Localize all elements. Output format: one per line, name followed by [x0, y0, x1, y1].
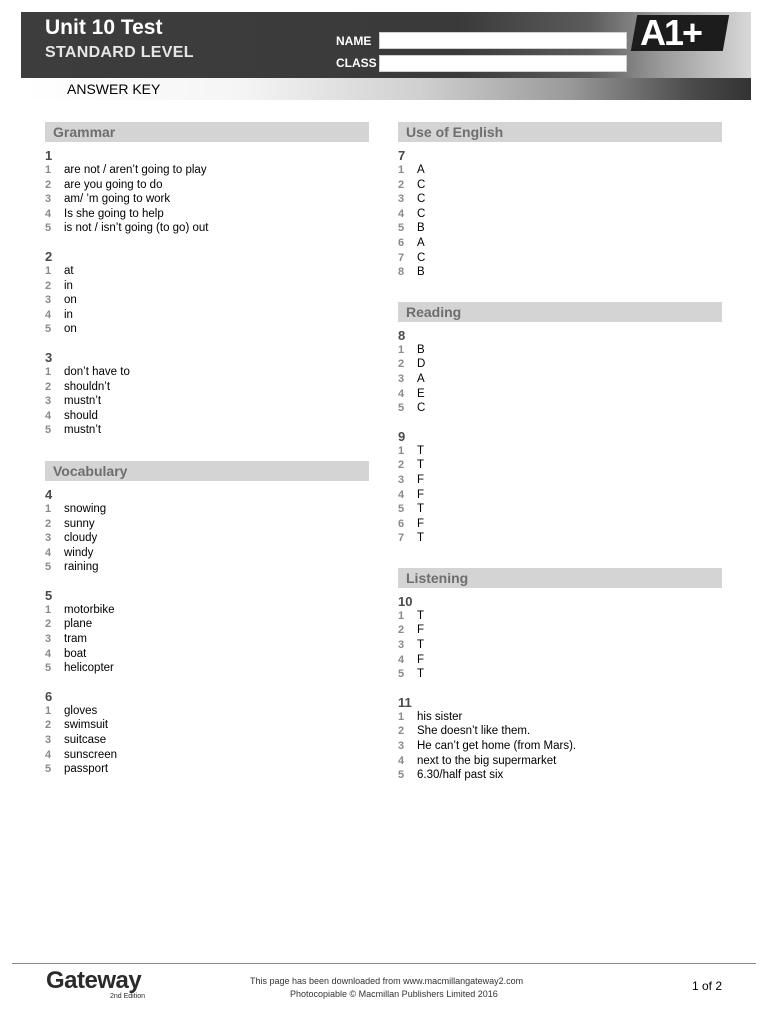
section-title: Listening: [398, 568, 722, 588]
answer-item: [45, 178, 369, 193]
answer-item: [45, 661, 369, 676]
answer-item: [398, 387, 722, 402]
item-number: 3: [398, 372, 405, 385]
item-number: 7: [398, 532, 405, 545]
exercise-number: 8: [398, 327, 406, 343]
answer-item: [45, 308, 369, 323]
answer-text: F: [417, 517, 425, 530]
answer-item: [45, 409, 369, 424]
item-number: 2: [45, 719, 52, 732]
exercise: [398, 149, 722, 280]
exercise: [45, 351, 369, 438]
item-number: 1: [45, 264, 52, 277]
section-title: Grammar: [45, 122, 369, 142]
left-column: [45, 122, 369, 791]
section-reading: [398, 302, 722, 546]
answer-item: [398, 739, 722, 754]
answer-text: E: [417, 387, 425, 400]
level-logo: A1+: [640, 12, 702, 53]
exercise-number: 3: [45, 349, 53, 365]
item-number: 1: [398, 609, 405, 622]
answer-text: plane: [64, 618, 93, 631]
answer-text: are you going to do: [64, 178, 163, 191]
answer-text: T: [417, 668, 425, 681]
answer-text: at: [64, 264, 74, 277]
exercise-number: 6: [45, 688, 53, 704]
item-number: 4: [45, 748, 52, 761]
answer-item: [45, 279, 369, 294]
item-number: 5: [45, 424, 52, 437]
item-number: 6: [398, 236, 405, 249]
item-number: 4: [398, 207, 405, 220]
footer-divider: [12, 963, 756, 964]
answer-text: snowing: [64, 502, 107, 515]
section-vocabulary: [45, 461, 369, 777]
exercise-number: 9: [398, 428, 406, 444]
answer-item: [398, 609, 722, 624]
answer-item: [45, 163, 369, 178]
answer-item: [398, 653, 722, 668]
answer-item: [45, 704, 369, 719]
answer-item: [45, 617, 369, 632]
answer-text: Is she going to help: [64, 207, 164, 220]
answer-text: A: [417, 164, 425, 176]
answer-item: [398, 754, 722, 769]
edition-label: 2nd Edition: [110, 993, 146, 1000]
item-number: 7: [398, 251, 405, 264]
answer-item: [45, 192, 369, 207]
page-number: 1 of 2: [692, 979, 723, 993]
answer-item: [398, 488, 722, 503]
item-number: 3: [398, 473, 405, 486]
answer-item: [45, 531, 369, 546]
exercise: [45, 149, 369, 236]
answer-text: motorbike: [64, 603, 115, 616]
answer-text: T: [417, 532, 425, 545]
section-use-of-english: [398, 122, 722, 280]
answer-item: [45, 293, 369, 308]
item-number: 4: [398, 488, 405, 501]
exercise-number: 1: [45, 148, 53, 163]
item-number: 5: [45, 323, 52, 336]
exercise-number: 4: [45, 486, 53, 502]
item-number: 1: [398, 710, 405, 723]
item-number: 2: [45, 517, 52, 530]
gateway-logo: Gateway: [46, 967, 142, 994]
section-listening: [398, 568, 722, 783]
item-number: 2: [398, 624, 405, 637]
answer-text: in: [64, 308, 73, 321]
item-number: 4: [398, 653, 405, 666]
answer-text: boat: [64, 647, 87, 660]
item-number: 4: [45, 207, 52, 220]
item-number: 2: [45, 279, 52, 292]
item-number: 5: [45, 763, 52, 776]
answer-text: passport: [64, 763, 109, 776]
item-number: 4: [45, 308, 52, 321]
answer-text: T: [417, 459, 425, 472]
answer-text: tram: [64, 633, 87, 646]
answer-text: mustn’t: [64, 395, 102, 408]
answer-text: his sister: [417, 710, 463, 723]
answer-text: A: [417, 372, 425, 385]
item-number: 3: [45, 193, 52, 206]
answer-text: F: [417, 488, 425, 501]
answer-item: [45, 322, 369, 337]
item-number: 1: [45, 502, 52, 515]
exercise-number: 10: [398, 593, 413, 609]
item-number: 5: [398, 402, 405, 415]
answer-text: B: [417, 266, 425, 279]
answer-text: A: [417, 236, 425, 249]
right-column: [398, 122, 722, 797]
answer-item: [398, 517, 722, 532]
exercise: [45, 690, 369, 777]
answer-text: should: [64, 409, 98, 422]
answer-item: [398, 531, 722, 546]
exercise: [45, 589, 369, 676]
item-number: 4: [45, 647, 52, 660]
answer-text: F: [417, 473, 425, 486]
answer-text: next to the big supermarket: [417, 754, 557, 767]
answer-item: [398, 401, 722, 416]
answer-text: don’t have to: [64, 365, 130, 378]
answer-text: sunny: [64, 517, 95, 530]
answer-text: on: [64, 294, 77, 307]
answer-item: [398, 444, 722, 459]
answer-item: [398, 221, 722, 236]
item-number: 1: [398, 343, 405, 356]
exercise-number: 7: [398, 148, 406, 163]
answer-text: windy: [64, 546, 94, 559]
answer-item: [45, 502, 369, 517]
answer-item: [45, 546, 369, 561]
exercise: [398, 696, 722, 783]
item-number: 8: [398, 266, 405, 279]
item-number: 2: [45, 618, 52, 631]
answer-item: [398, 265, 722, 280]
item-number: 4: [398, 754, 405, 767]
answer-item: [45, 762, 369, 777]
exercise: [398, 595, 722, 682]
section-title: Reading: [398, 302, 722, 322]
answer-text: suitcase: [64, 734, 107, 747]
item-number: 3: [45, 633, 52, 646]
answer-item: [45, 264, 369, 279]
item-number: 3: [45, 294, 52, 307]
item-number: 3: [45, 734, 52, 747]
item-number: 3: [45, 395, 52, 408]
item-number: 3: [398, 639, 405, 652]
answer-text: cloudy: [64, 532, 98, 545]
answer-item: [398, 768, 722, 783]
copyright-notice: Photocopiable © Macmillan Publishers Limited 2016: [290, 989, 498, 999]
answer-text: C: [417, 251, 426, 264]
item-number: 2: [398, 459, 405, 472]
answer-text: T: [417, 444, 425, 457]
item-number: 5: [45, 222, 52, 235]
item-number: 1: [45, 704, 52, 717]
answer-item: [398, 638, 722, 653]
class-label: CLASS: [336, 56, 377, 70]
item-number: 4: [45, 409, 52, 422]
answer-item: [398, 372, 722, 387]
answer-item: [398, 343, 722, 358]
answer-text: on: [64, 323, 77, 336]
answer-item: [398, 710, 722, 725]
exercise-number: 5: [45, 587, 53, 603]
test-title: Unit 10 Test: [45, 16, 163, 39]
answer-text: She doesn’t like them.: [417, 725, 531, 738]
answer-item: [398, 236, 722, 251]
answer-text: is not / isn’t going (to go) out: [64, 222, 209, 235]
answer-item: [45, 603, 369, 618]
answer-item: [398, 207, 722, 222]
answer-text: C: [417, 178, 426, 191]
test-level: STANDARD LEVEL: [45, 44, 194, 61]
answer-item: [398, 473, 722, 488]
answer-item: [398, 251, 722, 266]
answer-text: shouldn’t: [64, 380, 111, 393]
section-grammar: [45, 122, 369, 438]
answer-item: [45, 517, 369, 532]
item-number: 6: [398, 517, 405, 530]
answer-text: F: [417, 653, 425, 666]
item-number: 1: [398, 444, 405, 457]
answer-item: [45, 632, 369, 647]
answer-text: raining: [64, 561, 99, 574]
answer-text: swimsuit: [64, 719, 109, 732]
download-notice: This page has been downloaded from www.macmillangateway2.com: [250, 976, 524, 986]
answer-text: mustn’t: [64, 424, 102, 437]
answer-text: sunscreen: [64, 748, 118, 761]
section-title: Use of English: [398, 122, 722, 142]
item-number: 1: [398, 164, 405, 176]
item-number: 5: [45, 662, 52, 675]
item-number: 5: [398, 503, 405, 516]
item-number: 1: [45, 164, 52, 176]
item-number: 2: [45, 380, 52, 393]
item-number: 2: [398, 178, 405, 191]
item-number: 5: [398, 668, 405, 681]
answer-text: B: [417, 222, 425, 235]
answer-item: [45, 423, 369, 438]
answer-item: [45, 207, 369, 222]
item-number: 5: [398, 222, 405, 235]
exercise: [398, 430, 722, 546]
item-number: 2: [398, 725, 405, 738]
answer-item: [398, 178, 722, 193]
item-number: 5: [398, 769, 405, 782]
answer-item: [398, 667, 722, 682]
answer-item: [398, 357, 722, 372]
name-field[interactable]: [379, 32, 627, 49]
answer-text: T: [417, 639, 425, 652]
item-number: 4: [45, 546, 52, 559]
answer-key-label: ANSWER KEY: [67, 81, 161, 97]
answer-text: F: [417, 624, 425, 637]
answer-item: [398, 623, 722, 638]
answer-text: He can’t get home (from Mars).: [417, 740, 577, 753]
answer-text: in: [64, 279, 73, 292]
answer-item: [45, 380, 369, 395]
name-label: NAME: [336, 34, 372, 48]
item-number: 2: [45, 178, 52, 191]
exercise: [45, 250, 369, 337]
answer-item: [45, 733, 369, 748]
answer-item: [398, 502, 722, 517]
answer-item: [398, 192, 722, 207]
class-field[interactable]: [379, 55, 627, 72]
section-title: Vocabulary: [45, 461, 369, 481]
answer-text: T: [417, 609, 425, 622]
answer-text: are not / aren’t going to play: [64, 164, 207, 176]
answer-item: [398, 458, 722, 473]
item-number: 3: [398, 740, 405, 753]
answer-item: [45, 718, 369, 733]
answer-text: D: [417, 358, 426, 371]
answer-text: C: [417, 402, 426, 415]
item-number: 4: [398, 387, 405, 400]
item-number: 1: [45, 365, 52, 378]
item-number: 2: [398, 358, 405, 371]
answer-item: [45, 748, 369, 763]
answer-item: [398, 163, 722, 178]
answer-text: B: [417, 343, 425, 356]
answer-item: [45, 394, 369, 409]
answer-text: gloves: [64, 704, 98, 717]
item-number: 1: [45, 603, 52, 616]
answer-text: T: [417, 503, 425, 516]
answer-text: am/ ’m going to work: [64, 193, 171, 206]
answer-text: helicopter: [64, 662, 114, 675]
answer-item: [45, 365, 369, 380]
answer-item: [45, 560, 369, 575]
exercise-number: 2: [45, 248, 53, 264]
answer-text: 6.30/half past six: [417, 769, 504, 782]
item-number: 3: [45, 532, 52, 545]
item-number: 3: [398, 193, 405, 206]
exercise-number: 11: [398, 694, 412, 710]
exercise: [45, 488, 369, 575]
answer-text: C: [417, 193, 426, 206]
exercise: [398, 329, 722, 416]
answer-item: [45, 647, 369, 662]
answer-text: C: [417, 207, 426, 220]
answer-item: [45, 221, 369, 236]
answer-item: [398, 724, 722, 739]
item-number: 5: [45, 561, 52, 574]
